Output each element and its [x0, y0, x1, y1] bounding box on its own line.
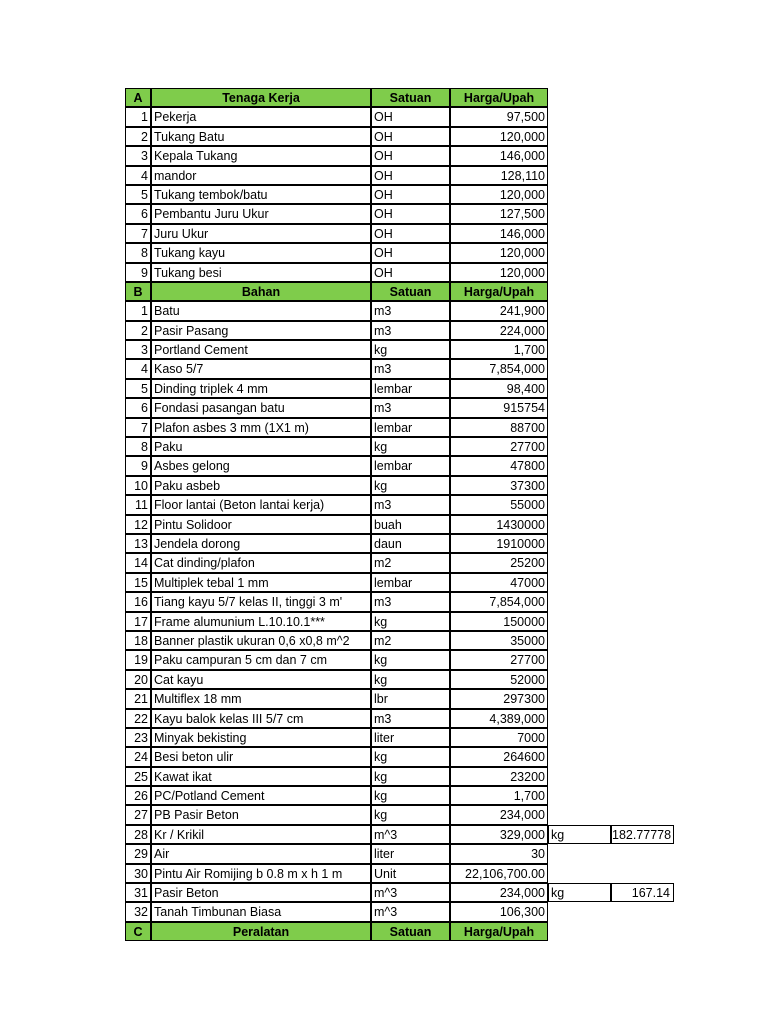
- price-cell[interactable]: 1,700: [450, 786, 548, 805]
- price-cell[interactable]: 30: [450, 844, 548, 863]
- row-number-cell[interactable]: 10: [125, 476, 151, 495]
- unit-cell[interactable]: kg: [371, 767, 450, 786]
- price-cell[interactable]: 127,500: [450, 204, 548, 223]
- price-cell[interactable]: 55000: [450, 495, 548, 514]
- price-cell[interactable]: 37300: [450, 476, 548, 495]
- row-number-cell[interactable]: 32: [125, 902, 151, 921]
- row-number-cell[interactable]: 2: [125, 127, 151, 146]
- extra-unit-cell[interactable]: kg: [548, 825, 611, 844]
- header-name-cell[interactable]: Peralatan: [151, 922, 371, 941]
- item-name-cell[interactable]: Cat kayu: [151, 670, 371, 689]
- item-name-cell[interactable]: Pintu Air Romijing b 0.8 m x h 1 m: [151, 864, 371, 883]
- item-name-cell[interactable]: Minyak bekisting: [151, 728, 371, 747]
- unit-cell[interactable]: lbr: [371, 689, 450, 708]
- item-name-cell[interactable]: PB Pasir Beton: [151, 805, 371, 824]
- row-number-cell[interactable]: 9: [125, 263, 151, 282]
- row-number-cell[interactable]: 29: [125, 844, 151, 863]
- row-number-cell[interactable]: 16: [125, 592, 151, 611]
- item-name-cell[interactable]: Pekerja: [151, 107, 371, 126]
- unit-cell[interactable]: m^3: [371, 902, 450, 921]
- unit-cell[interactable]: m3: [371, 321, 450, 340]
- price-cell[interactable]: 88700: [450, 418, 548, 437]
- price-cell[interactable]: 264600: [450, 747, 548, 766]
- item-name-cell[interactable]: Tukang kayu: [151, 243, 371, 262]
- item-name-cell[interactable]: Juru Ukur: [151, 224, 371, 243]
- row-number-cell[interactable]: 20: [125, 670, 151, 689]
- row-number-cell[interactable]: 19: [125, 650, 151, 669]
- section-code-cell[interactable]: C: [125, 922, 151, 941]
- unit-cell[interactable]: m3: [371, 398, 450, 417]
- price-cell[interactable]: 120,000: [450, 263, 548, 282]
- section-code-cell[interactable]: B: [125, 282, 151, 301]
- item-name-cell[interactable]: Pasir Beton: [151, 883, 371, 902]
- item-name-cell[interactable]: Paku: [151, 437, 371, 456]
- price-cell[interactable]: 47000: [450, 573, 548, 592]
- price-cell[interactable]: 98,400: [450, 379, 548, 398]
- price-cell[interactable]: 35000: [450, 631, 548, 650]
- unit-cell[interactable]: liter: [371, 728, 450, 747]
- item-name-cell[interactable]: Banner plastik ukuran 0,6 x0,8 m^2: [151, 631, 371, 650]
- row-number-cell[interactable]: 8: [125, 243, 151, 262]
- price-cell[interactable]: 120,000: [450, 243, 548, 262]
- header-name-cell[interactable]: Bahan: [151, 282, 371, 301]
- price-cell[interactable]: 23200: [450, 767, 548, 786]
- price-cell[interactable]: 1430000: [450, 515, 548, 534]
- unit-cell[interactable]: kg: [371, 670, 450, 689]
- row-number-cell[interactable]: 22: [125, 709, 151, 728]
- item-name-cell[interactable]: Jendela dorong: [151, 534, 371, 553]
- unit-cell[interactable]: m^3: [371, 825, 450, 844]
- price-cell[interactable]: 97,500: [450, 107, 548, 126]
- price-cell[interactable]: 25200: [450, 553, 548, 572]
- price-cell[interactable]: 52000: [450, 670, 548, 689]
- header-price-cell[interactable]: Harga/Upah: [450, 88, 548, 107]
- item-name-cell[interactable]: Besi beton ulir: [151, 747, 371, 766]
- item-name-cell[interactable]: mandor: [151, 166, 371, 185]
- item-name-cell[interactable]: Tanah Timbunan Biasa: [151, 902, 371, 921]
- unit-cell[interactable]: m2: [371, 553, 450, 572]
- price-cell[interactable]: 234,000: [450, 883, 548, 902]
- price-cell[interactable]: 7000: [450, 728, 548, 747]
- price-cell[interactable]: 297300: [450, 689, 548, 708]
- item-name-cell[interactable]: Pembantu Juru Ukur: [151, 204, 371, 223]
- item-name-cell[interactable]: Portland Cement: [151, 340, 371, 359]
- row-number-cell[interactable]: 7: [125, 418, 151, 437]
- row-number-cell[interactable]: 23: [125, 728, 151, 747]
- row-number-cell[interactable]: 31: [125, 883, 151, 902]
- price-cell[interactable]: 22,106,700.00: [450, 864, 548, 883]
- unit-cell[interactable]: kg: [371, 437, 450, 456]
- price-cell[interactable]: 47800: [450, 456, 548, 475]
- item-name-cell[interactable]: Multiplek tebal 1 mm: [151, 573, 371, 592]
- item-name-cell[interactable]: Kepala Tukang: [151, 146, 371, 165]
- row-number-cell[interactable]: 28: [125, 825, 151, 844]
- unit-cell[interactable]: lembar: [371, 456, 450, 475]
- price-cell[interactable]: 106,300: [450, 902, 548, 921]
- row-number-cell[interactable]: 6: [125, 398, 151, 417]
- price-cell[interactable]: 120,000: [450, 185, 548, 204]
- row-number-cell[interactable]: 5: [125, 185, 151, 204]
- extra-unit-cell[interactable]: kg: [548, 883, 611, 902]
- row-number-cell[interactable]: 26: [125, 786, 151, 805]
- price-cell[interactable]: 915754: [450, 398, 548, 417]
- price-cell[interactable]: 7,854,000: [450, 359, 548, 378]
- row-number-cell[interactable]: 11: [125, 495, 151, 514]
- row-number-cell[interactable]: 24: [125, 747, 151, 766]
- unit-cell[interactable]: liter: [371, 844, 450, 863]
- unit-cell[interactable]: m^3: [371, 883, 450, 902]
- row-number-cell[interactable]: 27: [125, 805, 151, 824]
- header-name-cell[interactable]: Tenaga Kerja: [151, 88, 371, 107]
- row-number-cell[interactable]: 17: [125, 612, 151, 631]
- unit-cell[interactable]: lembar: [371, 379, 450, 398]
- item-name-cell[interactable]: Tukang Batu: [151, 127, 371, 146]
- price-cell[interactable]: 150000: [450, 612, 548, 631]
- extra-value-cell[interactable]: 182.77778: [611, 825, 674, 844]
- unit-cell[interactable]: kg: [371, 476, 450, 495]
- price-cell[interactable]: 329,000: [450, 825, 548, 844]
- row-number-cell[interactable]: 25: [125, 767, 151, 786]
- price-cell[interactable]: 4,389,000: [450, 709, 548, 728]
- unit-cell[interactable]: kg: [371, 612, 450, 631]
- header-price-cell[interactable]: Harga/Upah: [450, 282, 548, 301]
- unit-cell[interactable]: lembar: [371, 418, 450, 437]
- row-number-cell[interactable]: 18: [125, 631, 151, 650]
- row-number-cell[interactable]: 8: [125, 437, 151, 456]
- row-number-cell[interactable]: 21: [125, 689, 151, 708]
- item-name-cell[interactable]: Floor lantai (Beton lantai kerja): [151, 495, 371, 514]
- price-cell[interactable]: 27700: [450, 437, 548, 456]
- unit-cell[interactable]: OH: [371, 146, 450, 165]
- unit-cell[interactable]: OH: [371, 127, 450, 146]
- unit-cell[interactable]: lembar: [371, 573, 450, 592]
- row-number-cell[interactable]: 9: [125, 456, 151, 475]
- unit-cell[interactable]: daun: [371, 534, 450, 553]
- item-name-cell[interactable]: Pintu Solidoor: [151, 515, 371, 534]
- row-number-cell[interactable]: 1: [125, 107, 151, 126]
- item-name-cell[interactable]: Pasir Pasang: [151, 321, 371, 340]
- row-number-cell[interactable]: 1: [125, 301, 151, 320]
- row-number-cell[interactable]: 6: [125, 204, 151, 223]
- header-unit-cell[interactable]: Satuan: [371, 282, 450, 301]
- item-name-cell[interactable]: Dinding triplek 4 mm: [151, 379, 371, 398]
- row-number-cell[interactable]: 15: [125, 573, 151, 592]
- item-name-cell[interactable]: Multiflex 18 mm: [151, 689, 371, 708]
- item-name-cell[interactable]: Tukang tembok/batu: [151, 185, 371, 204]
- item-name-cell[interactable]: Tiang kayu 5/7 kelas II, tinggi 3 m': [151, 592, 371, 611]
- item-name-cell[interactable]: PC/Potland Cement: [151, 786, 371, 805]
- unit-cell[interactable]: m3: [371, 495, 450, 514]
- price-cell[interactable]: 1,700: [450, 340, 548, 359]
- row-number-cell[interactable]: 3: [125, 340, 151, 359]
- item-name-cell[interactable]: Kayu balok kelas III 5/7 cm: [151, 709, 371, 728]
- item-name-cell[interactable]: Kr / Krikil: [151, 825, 371, 844]
- item-name-cell[interactable]: Batu: [151, 301, 371, 320]
- row-number-cell[interactable]: 12: [125, 515, 151, 534]
- price-cell[interactable]: 146,000: [450, 224, 548, 243]
- unit-cell[interactable]: kg: [371, 805, 450, 824]
- unit-cell[interactable]: OH: [371, 263, 450, 282]
- price-cell[interactable]: 234,000: [450, 805, 548, 824]
- unit-cell[interactable]: OH: [371, 224, 450, 243]
- price-cell[interactable]: 27700: [450, 650, 548, 669]
- price-cell[interactable]: 120,000: [450, 127, 548, 146]
- unit-cell[interactable]: m3: [371, 301, 450, 320]
- unit-cell[interactable]: m3: [371, 709, 450, 728]
- unit-cell[interactable]: kg: [371, 747, 450, 766]
- row-number-cell[interactable]: 4: [125, 166, 151, 185]
- header-unit-cell[interactable]: Satuan: [371, 922, 450, 941]
- section-code-cell[interactable]: A: [125, 88, 151, 107]
- row-number-cell[interactable]: 5: [125, 379, 151, 398]
- item-name-cell[interactable]: Paku campuran 5 cm dan 7 cm: [151, 650, 371, 669]
- item-name-cell[interactable]: Kaso 5/7: [151, 359, 371, 378]
- price-cell[interactable]: 128,110: [450, 166, 548, 185]
- header-unit-cell[interactable]: Satuan: [371, 88, 450, 107]
- unit-cell[interactable]: buah: [371, 515, 450, 534]
- unit-cell[interactable]: m2: [371, 631, 450, 650]
- price-cell[interactable]: 224,000: [450, 321, 548, 340]
- item-name-cell[interactable]: Kawat ikat: [151, 767, 371, 786]
- row-number-cell[interactable]: 30: [125, 864, 151, 883]
- unit-cell[interactable]: kg: [371, 650, 450, 669]
- extra-value-cell[interactable]: 167.14: [611, 883, 674, 902]
- row-number-cell[interactable]: 4: [125, 359, 151, 378]
- price-cell[interactable]: 1910000: [450, 534, 548, 553]
- unit-cell[interactable]: OH: [371, 243, 450, 262]
- unit-cell[interactable]: OH: [371, 185, 450, 204]
- unit-cell[interactable]: kg: [371, 786, 450, 805]
- unit-cell[interactable]: Unit: [371, 864, 450, 883]
- row-number-cell[interactable]: 13: [125, 534, 151, 553]
- item-name-cell[interactable]: Tukang besi: [151, 263, 371, 282]
- item-name-cell[interactable]: Fondasi pasangan batu: [151, 398, 371, 417]
- unit-cell[interactable]: OH: [371, 166, 450, 185]
- row-number-cell[interactable]: 3: [125, 146, 151, 165]
- item-name-cell[interactable]: Plafon asbes 3 mm (1X1 m): [151, 418, 371, 437]
- item-name-cell[interactable]: Paku asbeb: [151, 476, 371, 495]
- item-name-cell[interactable]: Frame alumunium L.10.10.1***: [151, 612, 371, 631]
- unit-cell[interactable]: kg: [371, 340, 450, 359]
- row-number-cell[interactable]: 7: [125, 224, 151, 243]
- item-name-cell[interactable]: Asbes gelong: [151, 456, 371, 475]
- unit-cell[interactable]: OH: [371, 107, 450, 126]
- item-name-cell[interactable]: Air: [151, 844, 371, 863]
- unit-cell[interactable]: OH: [371, 204, 450, 223]
- price-cell[interactable]: 241,900: [450, 301, 548, 320]
- unit-cell[interactable]: m3: [371, 359, 450, 378]
- header-price-cell[interactable]: Harga/Upah: [450, 922, 548, 941]
- price-cell[interactable]: 7,854,000: [450, 592, 548, 611]
- item-name-cell[interactable]: Cat dinding/plafon: [151, 553, 371, 572]
- row-number-cell[interactable]: 14: [125, 553, 151, 572]
- row-number-cell[interactable]: 2: [125, 321, 151, 340]
- unit-cell[interactable]: m3: [371, 592, 450, 611]
- price-cell[interactable]: 146,000: [450, 146, 548, 165]
